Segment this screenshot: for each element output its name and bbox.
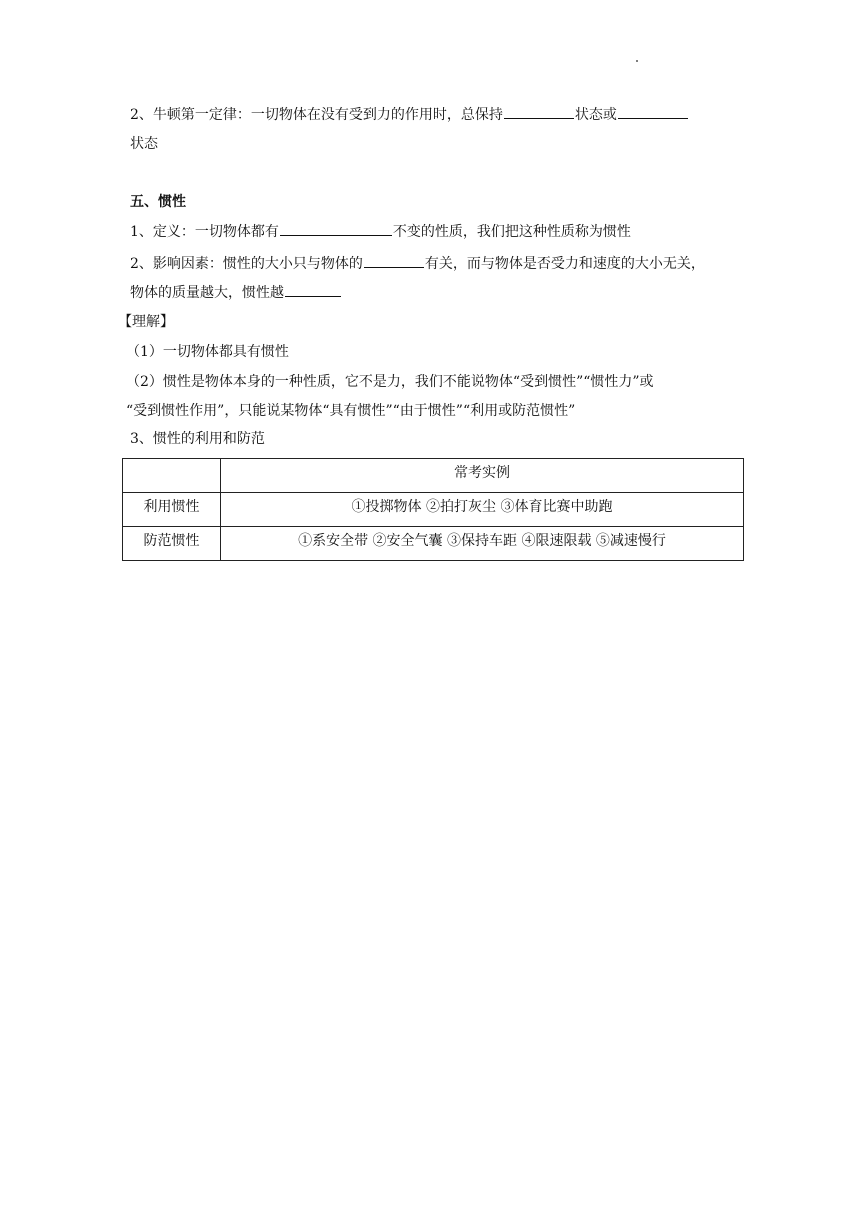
factor-line-2	[130, 282, 342, 303]
table-header-row	[123, 459, 744, 493]
law-text-c: 状态	[130, 136, 158, 152]
factor2-blank[interactable]	[285, 282, 341, 297]
section-heading-text: 五、惯性	[130, 194, 186, 210]
understand-point-2-text-b: “受到惯性作用”，只能说某物体“具有惯性”“由于惯性”“利用或防范惯性”	[126, 403, 576, 419]
table-header-examples: 常考实例	[221, 459, 744, 493]
row-label-prevent: 防范惯性	[123, 527, 221, 561]
understand-title	[118, 312, 174, 332]
factor2-text: 物体的质量越大，惯性越	[130, 285, 284, 301]
use-title	[130, 429, 265, 449]
section-heading	[130, 192, 186, 212]
definition-text-a: 1、定义：一切物体都有	[130, 224, 279, 240]
understand-point-2-cont	[126, 401, 575, 421]
law-blank-2[interactable]	[618, 104, 688, 119]
newton-first-law-line	[130, 104, 689, 125]
row-label-use: 利用惯性	[123, 493, 221, 527]
use-title-text: 3、惯性的利用和防范	[130, 431, 265, 447]
row-examples-use: ①投掷物体 ②拍打灰尘 ③体育比赛中助跑	[221, 493, 744, 527]
table-header-corner	[123, 459, 221, 493]
definition-blank[interactable]	[280, 221, 392, 236]
law-text-a: 2、牛顿第一定律：一切物体在没有受到力的作用时，总保持	[130, 107, 503, 123]
definition-line	[130, 221, 631, 242]
factor-line	[130, 253, 705, 274]
understand-point-2	[126, 372, 654, 392]
page-mark-dot	[636, 60, 638, 62]
newton-law-continuation	[130, 134, 158, 154]
inertia-examples-table	[122, 458, 744, 561]
factor-text-b: 有关，而与物体是否受力和速度的大小无关，	[424, 256, 705, 272]
understand-point-1-text: （1）一切物体都具有惯性	[126, 344, 289, 360]
factor-text-a: 2、影响因素：惯性的大小只与物体的	[130, 256, 363, 272]
understand-point-1	[126, 342, 289, 362]
law-blank-1[interactable]	[504, 104, 574, 119]
law-text-b: 状态或	[574, 107, 617, 123]
table-row	[123, 493, 744, 527]
factor-blank[interactable]	[364, 253, 424, 268]
understand-title-text: 【理解】	[118, 314, 174, 330]
understand-point-2-text-a: （2）惯性是物体本身的一种性质，它不是力，我们不能说物体“受到惯性”“惯性力”或	[126, 374, 654, 390]
definition-text-b: 不变的性质，我们把这种性质称为惯性	[392, 224, 631, 240]
row-examples-prevent: ①系安全带 ②安全气囊 ③保持车距 ④限速限载 ⑤减速慢行	[221, 527, 744, 561]
table-row	[123, 527, 744, 561]
